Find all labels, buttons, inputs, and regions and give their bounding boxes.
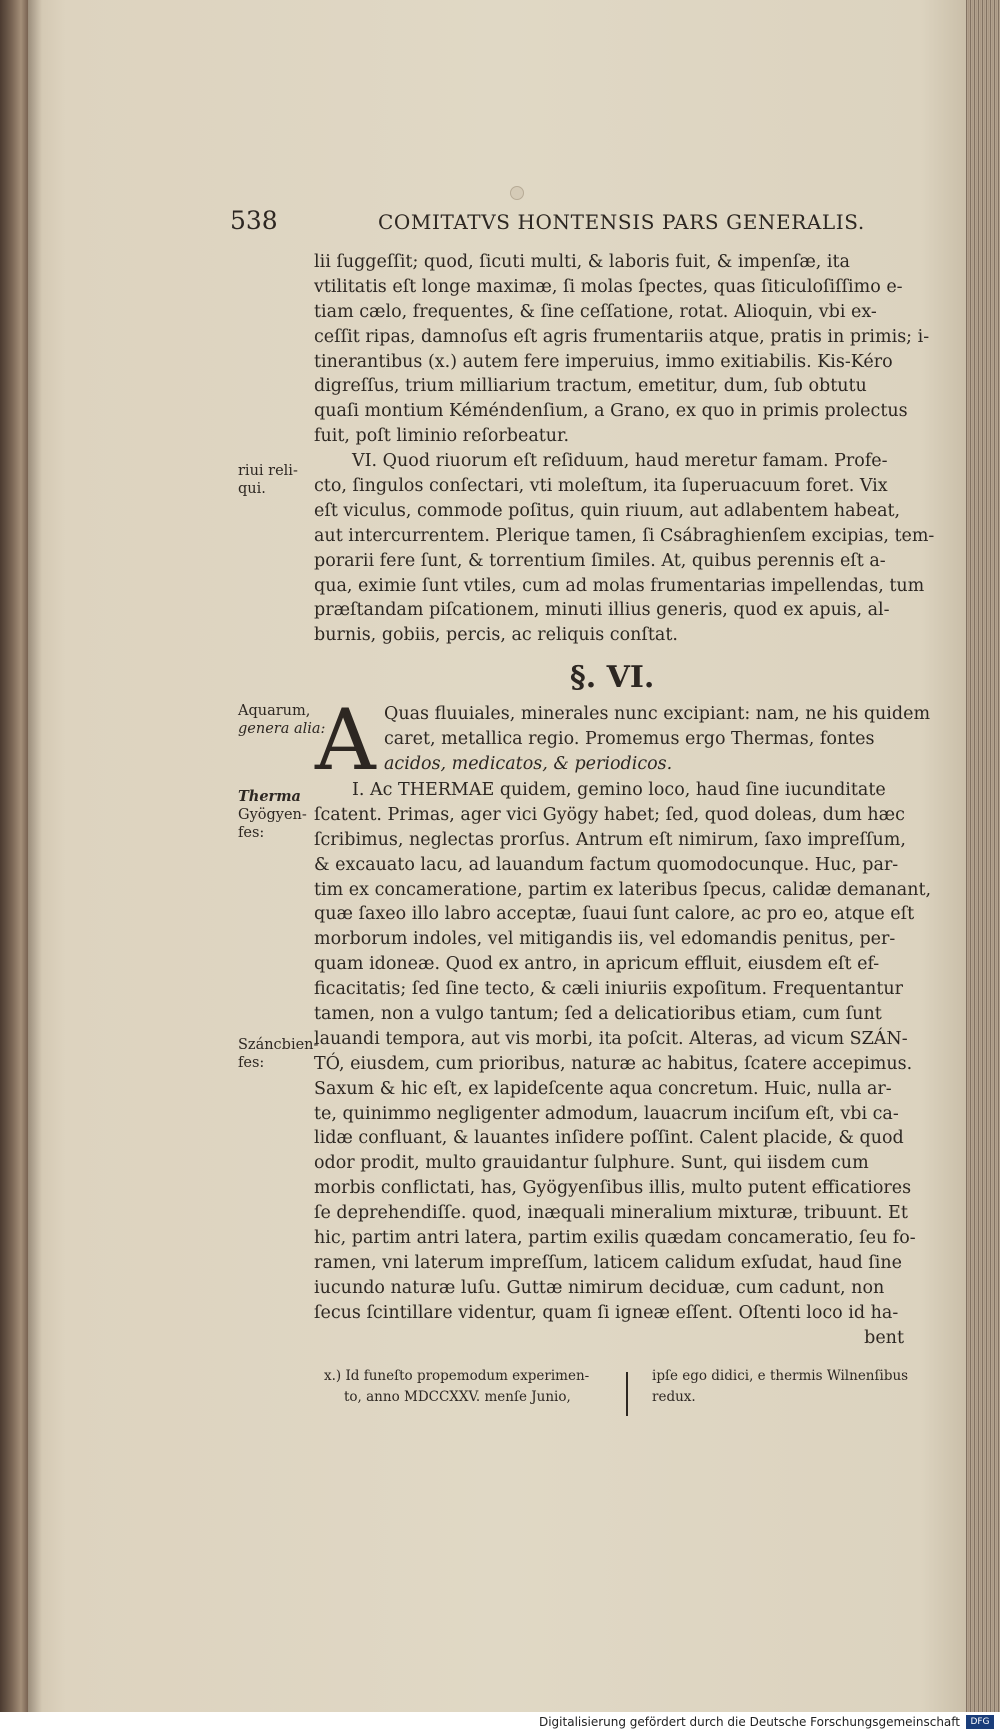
text-line: hic, partim antri latera, partim exilis quædam concameratio, ſeu fo-: [314, 1228, 916, 1249]
text-line: tim ex concameratione, partim ex lateribus ſpecus, calidæ demanant,: [314, 879, 932, 900]
text-line: quaſi montium Kéméndenſium, a Grano, ex quo in primis prolectus: [314, 401, 908, 422]
text-line: præſtandam piſcationem, minuti illius generis, quod ex apuis, al-: [314, 600, 890, 621]
text-line: te, quinimmo negligenter admodum, lauacrum inciſum eſt, vbi ca-: [314, 1103, 899, 1124]
body-text-block-1: [314, 250, 935, 648]
text-line: quæ ſaxeo illo labro acceptæ, ſuaui ſunt calore, ac pro eo, atque eſt: [314, 904, 915, 925]
text-line: & excauato lacu, ad lauandum factum quomodocunque. Huc, par-: [314, 854, 899, 875]
text-line: odor prodit, multo grauidantur ſulphure. Sunt, qui iisdem cum: [314, 1153, 869, 1174]
margin-note-line: qui.: [238, 481, 266, 497]
body-text-block-2: [314, 778, 932, 1350]
text-line: fuit, poſt liminio reſorbeatur.: [314, 426, 570, 447]
text-line: lii ſuggeſſit; quod, ſicuti multi, & laboris fuit, & impenſæ, ita: [314, 252, 850, 272]
text-line: morborum indoles, vel mitigandis iis, vel edomandis penitus, per-: [314, 929, 896, 950]
footnote-divider: [626, 1372, 628, 1416]
margin-note-szanto: [238, 1036, 318, 1072]
text-line: VI. Quod riuorum eſt reſiduum, haud meretur famam. Profe-: [352, 451, 888, 472]
footer-credit: Digitalisierung gefördert durch die Deutsche Forschungsgemeinschaft: [538, 1715, 960, 1729]
text-line: lauandi tempora, aut vis morbi, ita poſcit. Alteras, ad vicum SZÁN-: [314, 1028, 908, 1049]
text-line: ficacitatis; ſed ſine tecto, & cæli iniuriis expoſitum. Frequentantur: [314, 979, 904, 1000]
footnote-line: to, anno MDCCXXV. menſe Junio,: [344, 1389, 571, 1405]
text-line: digreſſus, trium milliarium tractum, emetitur, dum, ſub obtutu: [314, 376, 867, 397]
margin-note-line: Száncbien-: [238, 1037, 319, 1053]
text-line: aut intercurrentem. Plerique tamen, ſi Csábraghienſem excipias, tem-: [314, 525, 935, 546]
text-line: ſcribimus, neglectas prorſus. Antrum eſt nimirum, ſaxo impreſſum,: [314, 829, 906, 850]
page-edge: [966, 0, 1000, 1712]
dfg-logo: DFG: [966, 1715, 994, 1729]
margin-note-line: fes:: [238, 825, 265, 841]
margin-note-line: riui reli-: [238, 463, 298, 479]
text-line: ramen, vni laterum impreſſum, laticem calidum exſudat, haud ſine: [314, 1252, 902, 1273]
footnote: [314, 1366, 934, 1426]
text-line: acidos, medicatos, & periodicos.: [384, 753, 673, 774]
text-line: caret, metallica regio. Promemus ergo Thermas, fontes: [384, 728, 875, 749]
text-line: ceſſit ripas, damnoſus eſt agris frumentariis atque, pratis in primis; i-: [314, 326, 930, 347]
margin-note-line: Therma: [238, 788, 301, 805]
pin-hole: [510, 186, 524, 200]
margin-note-line: fes:: [238, 1055, 265, 1071]
text-line: porarii fere ſunt, & torrentium ſimiles. At, quibus perennis eſt a-: [314, 550, 886, 571]
margin-note-line: Gyögyen-: [238, 807, 307, 823]
text-line: vtilitatis eſt longe maximæ, ſi molas ſpectes, quas ſiticuloſiſſimo e-: [314, 276, 903, 297]
margin-note-line: Aquarum,: [238, 703, 311, 719]
catchword: bent: [864, 1327, 904, 1348]
text-line: I. Ac THERMAE quidem, gemino loco, haud ſine iucunditate: [352, 780, 886, 800]
text-line: cto, ſingulos conſectari, vti moleſtum, ita ſuperuacuum foret. Vix: [314, 476, 888, 497]
text-line: tamen, non a vulgo tantum; ſed a delicatioribus etiam, cum ſunt: [314, 1004, 882, 1025]
text-line: tinerantibus (x.) autem fere imperuius, immo exitiabilis. Kis-Kéro: [314, 351, 893, 372]
gutter-shadow: [28, 0, 42, 1712]
text-line: Saxum & hic eſt, ex lapideſcente aqua concretum. Huic, nulla ar-: [314, 1078, 892, 1099]
drop-cap: A: [315, 691, 376, 789]
footnote-right-column: [652, 1366, 908, 1408]
text-line: iucundo naturæ luſu. Guttæ nimirum deciduæ, cum cadunt, non: [314, 1277, 885, 1298]
text-line: morbis conflictati, has, Gyögyenſibus illis, multo putent efficatiores: [314, 1178, 912, 1199]
book-spine: [0, 0, 30, 1733]
margin-note-aquarum: [238, 702, 325, 738]
page-header: [230, 206, 865, 242]
text-line: ſecus ſcintillare videntur, quam ſi igneæ eſſent. Oſtenti loco id ha-: [314, 1302, 899, 1323]
text-line: Quas fluuiales, minerales nunc excipiant: nam, ne his quidem: [384, 704, 931, 724]
section-intro: [384, 702, 931, 777]
running-head: COMITATVS HONTENSIS PARS GENERALIS.: [378, 210, 865, 234]
text-line: ſe deprehendiſſe. quod, inæquali mineralium mixturæ, tribuunt. Et: [314, 1203, 908, 1224]
footnote-left-column: [324, 1366, 589, 1408]
text-line: lidæ confluant, & lauantes inſidere poſſint. Calent placide, & quod: [314, 1128, 904, 1149]
text-line: qua, eximie ſunt vtiles, cum ad molas frumentarias impellendas, tum: [314, 575, 925, 596]
margin-note-riui: [238, 462, 298, 498]
text-line: TÓ, eiusdem, cum prioribus, naturæ ac habitus, ſcatere accepimus.: [314, 1053, 913, 1074]
footnote-line: redux.: [652, 1389, 696, 1405]
text-line: eſt viculus, commode poſitus, quin riuum, aut adlabentem habeat,: [314, 500, 901, 521]
margin-note-line: genera alia:: [238, 721, 326, 737]
text-line: burnis, gobiis, percis, ac reliquis conſtat.: [314, 625, 678, 646]
footnote-line: x.) Id funeſto propemodum experimen-: [324, 1368, 590, 1384]
digitization-footer: [0, 1712, 1000, 1733]
section-heading: §. VI.: [570, 660, 655, 695]
footnote-line: ipſe ego didici, e thermis Wilnenſibus: [652, 1368, 909, 1384]
text-line: ſcatent. Primas, ager vici Gyögy habet; ſed, quod doleas, dum hæc: [314, 804, 905, 825]
text-line: tiam cælo, frequentes, & ſine ceſſatione, rotat. Alioquin, vbi ex-: [314, 301, 877, 322]
page-number: 538: [230, 206, 278, 235]
margin-note-therma: [238, 788, 307, 842]
text-line: quam idoneæ. Quod ex antro, in apricum effluit, eiusdem eſt ef-: [314, 954, 880, 975]
